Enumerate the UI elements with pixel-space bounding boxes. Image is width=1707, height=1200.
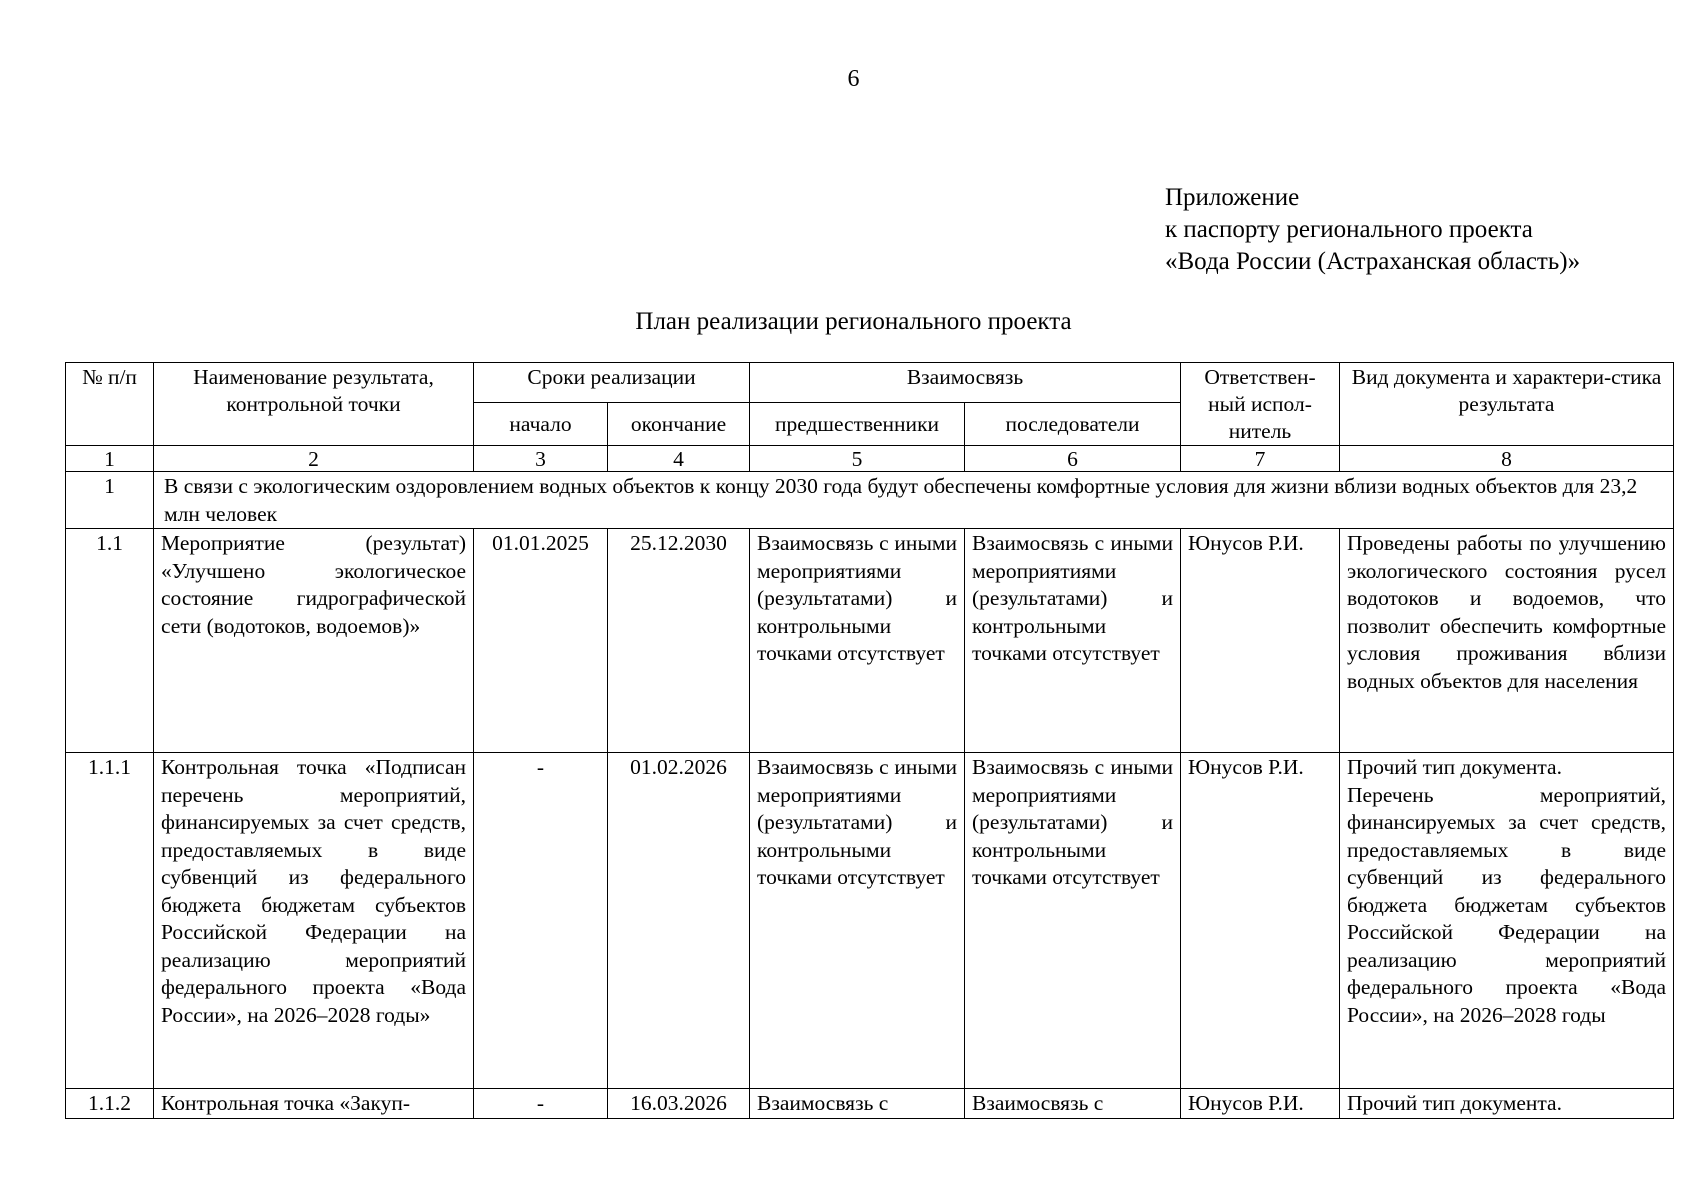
appendix-line-3: «Вода России (Астраханская область)» — [1165, 248, 1581, 275]
header-responsible: Ответствен-ный испол-нитель — [1181, 363, 1340, 446]
header-start: начало — [474, 403, 608, 446]
header-successors: последователи — [965, 403, 1181, 446]
page-number: 6 — [847, 66, 860, 92]
row-name: Контрольная точка «Закуп- — [154, 1089, 474, 1119]
plan-title: План реализации регионального проекта — [635, 308, 1072, 335]
row-doc-type — [1340, 753, 1674, 1089]
header-relation: Взаимосвязь — [750, 363, 1181, 403]
header-num: № п/п — [66, 363, 154, 446]
column-numbers-row — [66, 446, 1674, 472]
row-start: 01.01.2025 — [474, 529, 608, 753]
row-end: 16.03.2026 — [608, 1089, 750, 1119]
section-row — [66, 472, 1674, 529]
row-end: 25.12.2030 — [608, 529, 750, 753]
plan-table — [65, 362, 1674, 1119]
row-num: 1.1.1 — [66, 753, 154, 1089]
row-successors: Взаимосвязь с иными мероприятиями (результатами) и контрольными точками отсутствует — [965, 753, 1181, 1089]
table-row — [66, 753, 1674, 1089]
table-row — [66, 1089, 1674, 1119]
header-row-1 — [66, 363, 1674, 403]
row-name: Мероприятие (результат) «Улучшено экологическое состояние гидрографической сети (водотоков, водоемов)» — [154, 529, 474, 753]
header-doc-type: Вид документа и характери-стика результата — [1340, 363, 1674, 446]
row-successors: Взаимосвязь с иными мероприятиями (результатами) и контрольными точками отсутствует — [965, 529, 1181, 753]
row-doc-type: Прочий тип документа. — [1340, 1089, 1674, 1119]
row-end: 01.02.2026 — [608, 753, 750, 1089]
column-number: 2 — [154, 446, 474, 472]
appendix-line-2: к паспорту регионального проекта — [1165, 216, 1533, 243]
column-number: 1 — [66, 446, 154, 472]
row-start: - — [474, 753, 608, 1089]
column-number: 7 — [1181, 446, 1340, 472]
header-terms: Сроки реализации — [474, 363, 750, 403]
row-responsible: Юнусов Р.И. — [1181, 1089, 1340, 1119]
appendix-block — [1165, 182, 1580, 278]
row-predecessors: Взаимосвязь с — [750, 1089, 965, 1119]
row-start: - — [474, 1089, 608, 1119]
column-number: 8 — [1340, 446, 1674, 472]
doc-type-line: Перечень мероприятий, финансируемых за счет средств, предоставляемых в виде субвенций из федерального бюджета бюджетам субъектов Российской Федерации на реализацию мероприятий федерального проекта «Вода России», на 2026–2028 годы — [1347, 782, 1666, 1027]
row-doc-type: Проведены работы по улучшению экологического состояния русел водотоков и водоемов, что позволит обеспечить комфортные условия проживания вблизи водных объектов для населения — [1340, 529, 1674, 753]
row-responsible: Юнусов Р.И. — [1181, 529, 1340, 753]
row-num: 1.1.2 — [66, 1089, 154, 1119]
section-text: В связи с экологическим оздоровлением водных объектов к концу 2030 года будут обеспечены комфортные условия для жизни вблизи водных объектов для 23,2 млн человек — [154, 472, 1674, 529]
row-responsible: Юнусов Р.И. — [1181, 753, 1340, 1089]
table-row — [66, 529, 1674, 753]
header-name: Наименование результата, контрольной точки — [154, 363, 474, 446]
doc-type-line: Прочий тип документа. — [1347, 755, 1562, 779]
row-predecessors: Взаимосвязь с иными мероприятиями (результатами) и контрольными точками отсутствует — [750, 753, 965, 1089]
column-number: 5 — [750, 446, 965, 472]
row-predecessors: Взаимосвязь с иными мероприятиями (результатами) и контрольными точками отсутствует — [750, 529, 965, 753]
row-num: 1.1 — [66, 529, 154, 753]
column-number: 4 — [608, 446, 750, 472]
header-predecessors: предшественники — [750, 403, 965, 446]
header-end: окончание — [608, 403, 750, 446]
column-number: 3 — [474, 446, 608, 472]
row-name: Контрольная точка «Подписан перечень мероприятий, финансируемых за счет средств, предоставляемых в виде субвенций из федерального бюджета бюджетам субъектов Российской Федерации на реализацию мероприятий федерального проекта «Вода России», на 2026–2028 годы» — [154, 753, 474, 1089]
column-number: 6 — [965, 446, 1181, 472]
row-successors: Взаимосвязь с — [965, 1089, 1181, 1119]
section-num: 1 — [66, 472, 154, 529]
appendix-line-1: Приложение — [1165, 184, 1300, 211]
